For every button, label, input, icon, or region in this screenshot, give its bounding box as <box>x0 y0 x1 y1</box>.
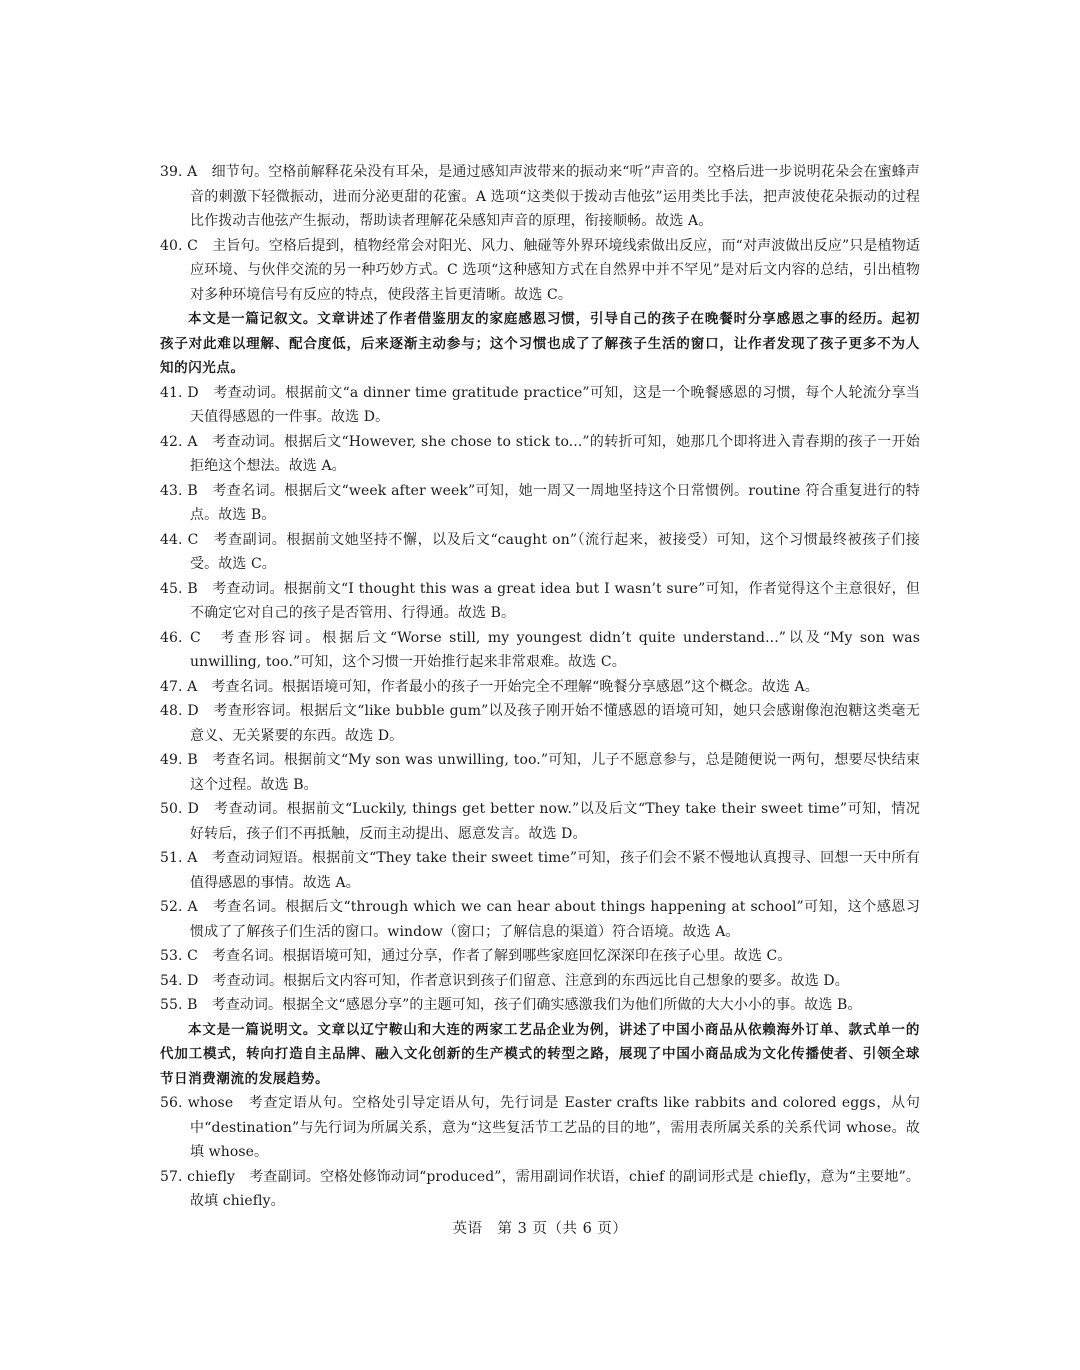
page-footer: 英语 第 3 页（共 6 页） <box>452 1221 628 1237</box>
answer-item-41: 41. D 考查动词。根据前文“a dinner time gratitude practice”可知，这是一个晚餐感恩的习惯，每个人轮流分享当天值得感恩的一件事。故选 D。 <box>160 384 920 425</box>
passage-summary-expository: 本文是一篇说明文。文章以辽宁鞍山和大连的两家工艺品企业为例，讲述了中国小商品从依赖海外订单、款式单一的代加工模式，转向打造自主品牌、融入文化创新的生产模式的转型之路，展现了中国小商品成为文化传播使者、引领全球节日消费潮流的发展趋势。 <box>160 1021 920 1087</box>
answer-explanations <box>160 160 920 1214</box>
answer-item-44: 44. C 考查副词。根据前文她坚持不懈，以及后文“caught on”（流行起来，被接受）可知，这个习惯最终被孩子们接受。故选 C。 <box>160 531 920 572</box>
answer-item-56: 56. whose 考查定语从句。空格处引导定语从句，先行词是 Easter crafts like rabbits and colored eggs，从句中“destination”与先行词为所属关系，意为“这些复活节工艺品的目的地”，需用表所属关系的关系代词 whose。故填 whose。 <box>160 1095 920 1160</box>
answer-item-54: 54. D 考查动词。根据后文内容可知，作者意识到孩子们留意、注意到的东西远比自己想象的要多。故选 D。 <box>160 972 849 989</box>
answer-item-48: 48. D 考查形容词。根据后文“like bubble gum”以及孩子刚开始不懂感恩的语境可知，她只会感谢像泡泡糖这类毫无意义、无关紧要的东西。故选 D。 <box>160 703 920 744</box>
answer-item-47: 47. A 考查名词。根据语境可知，作者最小的孩子一开始完全不理解“晚餐分享感恩”这个概念。故选 A。 <box>160 678 819 695</box>
answer-item-40: 40. C 主旨句。空格后提到，植物经常会对阳光、风力、触碰等外界环境线索做出反应，而“对声波做出反应”只是植物适应环境、与伙伴交流的另一种巧妙方式。C 选项“这种感知方式在自然界中并不罕见”是对后文内容的总结，引出植物对多种环境信号有反应的特点，使段落主旨更清晰。故选 C。 <box>160 237 920 303</box>
answer-item-51: 51. A 考查动词短语。根据前文“They take their sweet time”可知，孩子们会不紧不慢地认真搜寻、回想一天中所有值得感恩的事情。故选 A。 <box>160 850 920 891</box>
answer-item-57: 57. chiefly 考查副词。空格处修饰动词“produced”，需用副词作状语，chief 的副词形式是 chiefly，意为“主要地”。故填 chiefly。 <box>160 1168 920 1209</box>
answer-item-42: 42. A 考查动词。根据后文“However, she chose to stick to...”的转折可知，她那几个即将进入青春期的孩子一开始拒绝这个想法。故选 A。 <box>160 433 920 474</box>
answer-item-43: 43. B 考查名词。根据后文“week after week”可知，她一周又一周地坚持这个日常惯例。routine 符合重复进行的特点。故选 B。 <box>160 482 920 523</box>
answer-item-49: 49. B 考查名词。根据前文“My son was unwilling, too.”可知，儿子不愿意参与，总是随便说一两句，想要尽快结束这个过程。故选 B。 <box>160 752 920 793</box>
answer-item-45: 45. B 考查动词。根据前文“I thought this was a great idea but I wasn’t sure”可知，作者觉得这个主意很好，但不确定它对自己的孩子是否管用、行得通。故选 B。 <box>160 580 920 621</box>
answer-item-39: 39. A 细节句。空格前解释花朵没有耳朵，是通过感知声波带来的振动来“听”声音的。空格后进一步说明花朵会在蜜蜂声音的刺激下轻微振动，进而分泌更甜的花蜜。A 选项“这类似于拨动吉他弦”运用类比手法，把声波使花朵振动的过程比作拨动吉他弦产生振动，帮助读者理解花朵感知声音的原理，衔接顺畅。故选 A。 <box>160 164 920 229</box>
answer-item-52: 52. A 考查名词。根据后文“through which we can hear about things happening at school”可知，这个感恩习惯成了了解孩子们生活的窗口。window（窗口；了解信息的渠道）符合语境。故选 A。 <box>160 899 920 940</box>
passage-summary-narrative: 本文是一篇记叙文。文章讲述了作者借鉴朋友的家庭感恩习惯，引导自己的孩子在晚餐时分享感恩之事的经历。起初孩子对此难以理解、配合度低，后来逐渐主动参与；这个习惯也成了了解孩子生活的窗口，让作者发现了孩子更多不为人知的闪光点。 <box>160 311 920 376</box>
answer-item-55: 55. B 考查动词。根据全文“感恩分享”的主题可知，孩子们确实感激我们为他们所做的大大小小的事。故选 B。 <box>160 997 862 1013</box>
answer-item-50: 50. D 考查动词。根据前文“Luckily, things get better now.”以及后文“They take their sweet time”可知，情况好转后，孩子们不再抵触，反而主动提出、愿意发言。故选 D。 <box>160 801 920 842</box>
answer-item-53: 53. C 考查名词。根据语境可知，通过分享，作者了解到哪些家庭回忆深深印在孩子心里。故选 C。 <box>160 948 792 964</box>
answer-item-46: 46. C 考查形容词。根据后文“Worse still, my youngest didn’t quite understand...”以及“My son was unwilling, too.”可知，这个习惯一开始推行起来非常艰难。故选 C。 <box>160 629 920 670</box>
